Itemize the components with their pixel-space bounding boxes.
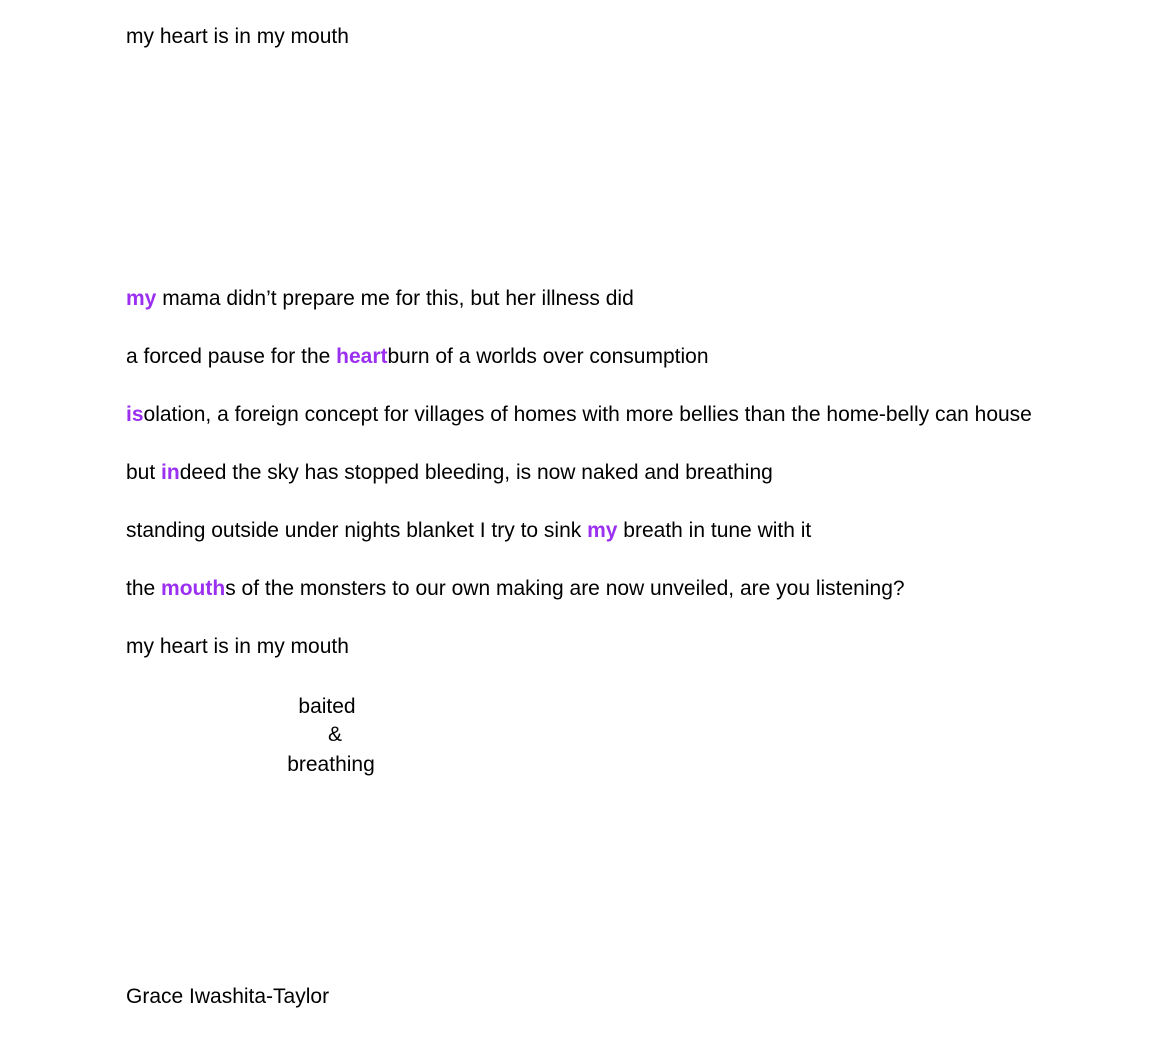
poem-line-4 — [126, 460, 773, 486]
coda-word-breathing: breathing — [287, 753, 375, 776]
line-text: deed the sky has stopped bleeding, is now naked and breathing — [179, 461, 773, 484]
line-text: breath in tune with it — [617, 519, 812, 542]
highlighted-word: heart — [336, 345, 388, 368]
poem-author: Grace Iwashita-Taylor — [126, 985, 330, 1008]
line-text: but — [126, 461, 162, 484]
coda-word-baited: baited — [298, 695, 356, 718]
line-text: standing outside under nights blanket I try to sink — [126, 519, 588, 542]
highlighted-word: my — [587, 519, 618, 542]
poem-line-5 — [126, 518, 811, 544]
poem-line-3 — [126, 402, 1032, 428]
line-text: burn of a worlds over consumption — [387, 345, 709, 368]
highlighted-word: mouth — [161, 577, 226, 600]
poem-line-1 — [126, 286, 634, 312]
line-text: a forced pause for the — [126, 345, 337, 368]
highlighted-word: my — [126, 287, 157, 310]
line-text: the — [126, 577, 162, 600]
line-text: mama didn’t prepare me for this, but her illness did — [156, 287, 634, 310]
poem-line-6 — [126, 576, 905, 602]
poem-title: my heart is in my mouth — [126, 25, 349, 48]
highlighted-word: in — [161, 461, 180, 484]
line-text: s of the monsters to our own making are now unveiled, are you listening? — [225, 577, 905, 600]
coda-ampersand: & — [327, 723, 342, 746]
poem-line-2 — [126, 344, 709, 370]
highlighted-word: is — [126, 403, 144, 426]
line-text: olation, a foreign concept for villages of homes with more bellies than the home-belly can house — [143, 403, 1032, 426]
poem-refrain: my heart is in my mouth — [126, 635, 349, 658]
